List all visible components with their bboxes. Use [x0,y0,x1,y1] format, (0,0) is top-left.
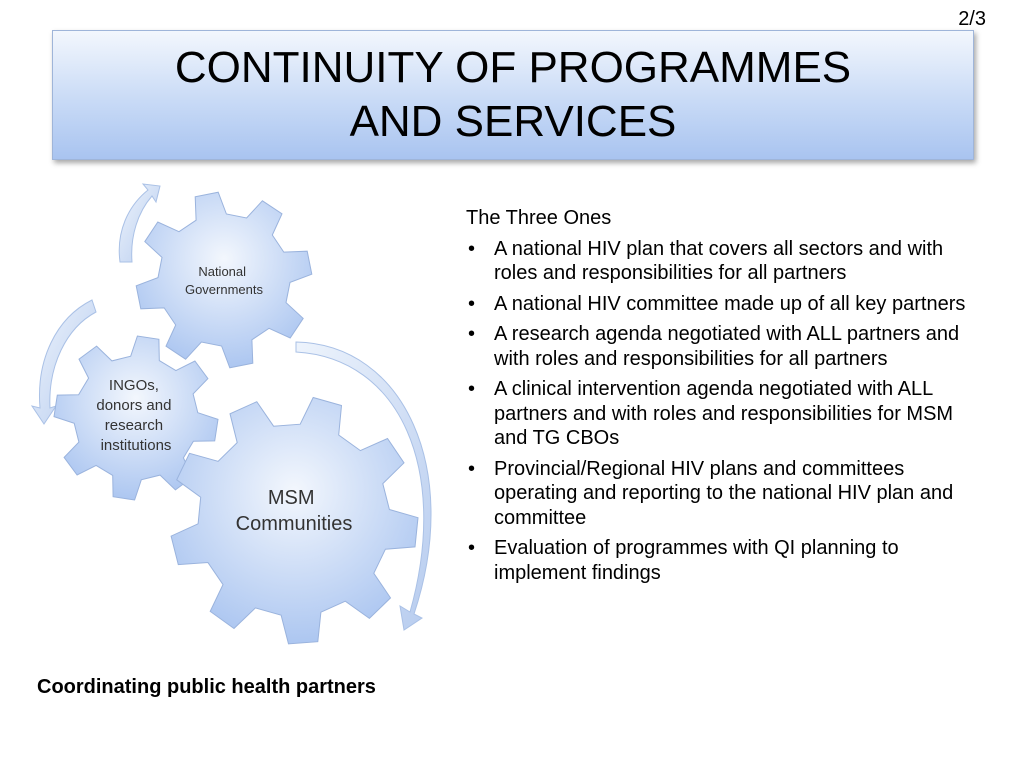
diagram-caption: Coordinating public health partners [37,676,376,698]
title-banner [52,30,974,160]
gear-label-line: MSM [267,487,315,509]
gear-label-line: donors and [96,397,172,414]
gear-label-line: National [198,264,247,279]
slide-number: 2/3 [958,8,986,30]
gear-national-governments [136,192,312,368]
gear-label-line: Communities [235,513,353,535]
bullet-item: • A clinical intervention agenda negotiated with ALL partners and with roles and responsibilities for MSM and TG CBOs [466,377,986,451]
title-line-2: AND SERVICES [349,97,677,146]
bullet-item: • A national HIV plan that covers all sectors and with roles and responsibilities for all partners [466,237,986,286]
bullet-item: • A research agenda negotiated with ALL partners and with roles and responsibilities for all partners [466,322,986,371]
page-title [175,41,851,149]
bullet-item: • Provincial/Regional HIV plans and committees operating and reporting to the national HIV plan and committee [466,457,986,531]
gear-label-line: institutions [100,437,172,454]
bullet-list [466,237,986,586]
gear-label-line: research [104,417,164,434]
three-ones-panel [466,206,986,591]
title-line-1: CONTINUITY OF PROGRAMMES [174,43,852,92]
bullet-item: • A national HIV committee made up of all key partners [466,292,986,317]
content-heading: The Three Ones [466,207,612,229]
gear-label-line: Governments [184,282,264,297]
bullet-item: • Evaluation of programmes with QI planning to implement findings [466,536,986,585]
gear-label-line: INGOs, [108,377,159,394]
partners-gear-diagram [0,165,460,665]
